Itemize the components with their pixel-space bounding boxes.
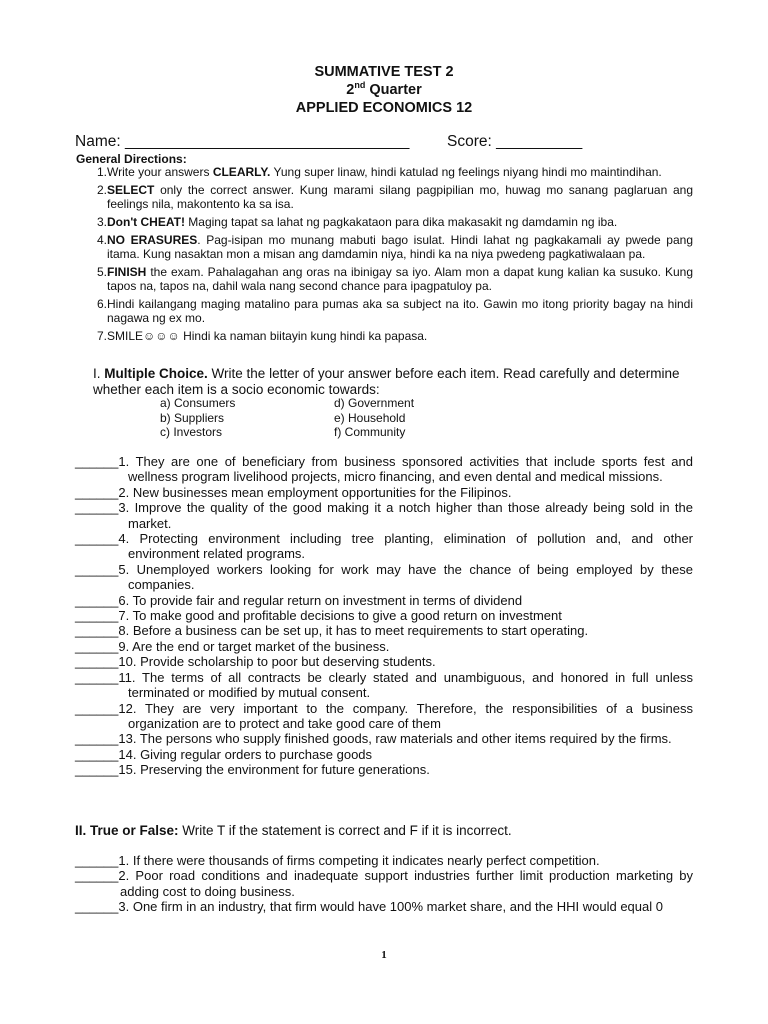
direction-keyword: CLEARLY. (212, 165, 271, 179)
direction-item (76, 215, 693, 229)
direction-item (76, 233, 693, 261)
direction-number: 3. (97, 215, 108, 229)
direction-number: 1. (97, 165, 108, 179)
true-false-item: ______3. One firm in an industry, that firm would have 100% market share, and the HHI would equal 0 (75, 899, 663, 915)
direction-text: Yung super linaw, hindi katulad ng feelings niyang hindi mo maintindihan. (270, 165, 662, 179)
part1-title: Multiple Choice. (104, 366, 208, 381)
part2-title: II. True or False: (75, 823, 179, 838)
quarter-number: 2 (346, 82, 355, 98)
question-item: ______9. Are the end or target market of the business. (75, 638, 390, 654)
direction-keyword: FINISH (107, 265, 147, 279)
direction-item (76, 265, 693, 293)
general-directions-list (76, 165, 693, 343)
score-field[interactable]: Score: __________ (447, 133, 583, 150)
quarter-word: Quarter (369, 82, 422, 98)
choice-option: c) Investors (160, 425, 223, 440)
choices-right-column (334, 396, 414, 440)
direction-number: 2. (97, 183, 108, 197)
direction-number: 4. (97, 233, 108, 247)
question-item: ______15. Preserving the environment for future generations. (75, 762, 430, 778)
direction-item (76, 297, 693, 325)
direction-keyword: Don't CHEAT! (107, 215, 185, 229)
question-item: ______7. To make good and profitable decisions to give a good return on investment (75, 608, 562, 624)
choice-option: e) Household (334, 410, 406, 425)
direction-lead: Write your answers (107, 165, 213, 179)
subject-heading: APPLIED ECONOMICS 12 (295, 100, 473, 116)
question-item: ______1. They are one of beneficiary from business sponsored activities that include sports fest and wellness program livelihood projects, micro financing, and even dental and medical missions. (75, 454, 693, 485)
question-item: ______14. Giving regular orders to purchase goods (75, 746, 373, 762)
general-directions-title: General Directions: (76, 152, 187, 166)
question-item: ______5. Unemployed workers looking for work may have the chance of being employed by these companies. (75, 561, 693, 593)
direction-keyword: SELECT (107, 183, 155, 197)
choice-option: b) Suppliers (160, 410, 225, 425)
part1-heading (93, 366, 693, 397)
name-score-row (75, 133, 735, 151)
question-item: ______11. The terms of all contracts be clearly stated and unambiguous, and honored in full unless terminated or modified by mutual consent. (75, 669, 693, 701)
quarter-suffix: nd (354, 80, 366, 91)
direction-text: only the correct answer. Kung marami silang pagpipilian mo, huwag mo sanang paglaruan ang feelings nila, makontento ka sa isa. (107, 183, 693, 211)
direction-text: the exam. Pahalagahan ang oras na ibinigay sa iyo. Alam mon a dapat kung kalian ka susuko. Kung tapos na, tapos na, dahil wala nang second chance para ipagpatuloy pa. (107, 265, 693, 293)
direction-text: SMILE☺☺☺ Hindi ka naman biitayin kung hindi ka papasa. (107, 329, 428, 343)
choice-option: f) Community (334, 425, 406, 440)
part1-item-list (75, 454, 693, 778)
direction-text: Hindi kailangang maging matalino para pumas aka sa subject na ito. Gawin mo itong priority bagay na hindi nagawa ng ex mo. (107, 297, 693, 325)
question-item: ______6. To provide fair and regular return on investment in terms of dividend (75, 592, 523, 608)
direction-number: 6. (97, 297, 108, 311)
question-item: ______13. The persons who supply finished goods, raw materials and other items required by the firms. (75, 731, 672, 747)
question-item: ______12. They are very important to the company. Therefore, the responsibilities of a business organization are to protect and take good care of them (75, 700, 693, 731)
part2-item-list (75, 853, 693, 915)
question-item: ______2. New businesses mean employment opportunities for the Filipinos. (75, 484, 512, 500)
direction-item (76, 183, 693, 211)
question-item: ______10. Provide scholarship to poor but deserving students. (75, 654, 436, 670)
direction-number: 5. (97, 265, 108, 279)
direction-number: 7. (97, 329, 108, 343)
direction-keyword: NO ERASURES (107, 233, 198, 247)
choice-option: a) Consumers (160, 396, 236, 410)
question-item: ______3. Improve the quality of the good making it a notch higher than those already being sold in the market. (75, 500, 693, 531)
part1-instruction: Write the letter of your answer before each item. Read carefully and determine whether each item is a socio economic towards: (93, 366, 680, 397)
direction-item (76, 329, 693, 343)
direction-item (76, 165, 693, 179)
part2-instruction: Write T if the statement is correct and F if it is incorrect. (178, 823, 512, 838)
test-title: SUMMATIVE TEST 2 (314, 64, 454, 80)
choice-legend (160, 396, 415, 440)
quarter-heading (0, 82, 768, 98)
part1-roman: I. (93, 366, 101, 381)
part2-heading (75, 823, 695, 839)
name-field[interactable]: Name: _________________________________ (75, 133, 410, 150)
page-number: 1 (381, 949, 387, 961)
choices-left-column (160, 396, 235, 440)
direction-text: . Pag-isipan mo munang mabuti bago isulat. Hindi lahat ng pagkakamali ay pwede pang itama. Kung nasaktan mon a misan ang damdamin niya, hindi ka na niya pwedeng pagkatiwalaan pa. (107, 233, 693, 261)
question-item: ______8. Before a business can be set up, it has to meet requirements to start operating. (75, 623, 589, 639)
question-item: ______4. Protecting environment including tree planting, elimination of pollution and, and other environment related programs. (75, 531, 693, 562)
choice-option: d) Government (334, 396, 415, 410)
true-false-item: ______2. Poor road conditions and inadequate support industries further limit production marketing by adding cost to doing business. (75, 868, 693, 899)
direction-text: Maging tapat sa lahat ng pagkakataon para dika makasakit ng damdamin ng iba. (184, 215, 618, 229)
true-false-item: ______1. If there were thousands of firms competing it indicates nearly perfect competition. (75, 853, 600, 868)
